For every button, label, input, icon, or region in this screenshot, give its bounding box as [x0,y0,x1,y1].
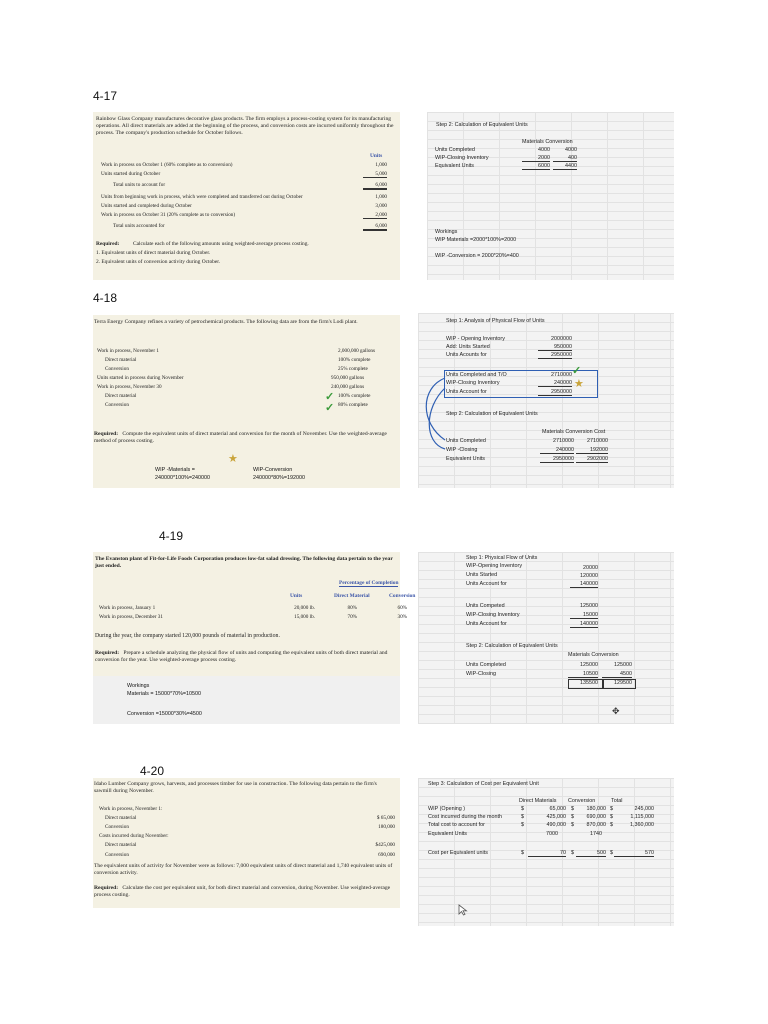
row-conv: 30% [397,614,407,620]
row-label: Equivalent Units [428,831,467,837]
row-value: 140000 [570,581,598,588]
total-value: 1,115,000 [630,814,654,820]
problem-4-17-spreadsheet [427,112,674,280]
note-conversion-label: WIP-Conversion [253,467,293,473]
step-title: Step 2: Calculation of Equivalent Units [466,643,558,649]
row-label: Add: Units Started [446,344,490,350]
materials-value: 4000 [538,147,550,153]
requirement-1: 1. Equivalent units of direct material during October. [96,250,211,256]
row-label: Units Completed and T/O [446,372,507,378]
conversion-value: 4400 [553,163,577,170]
dm-value: 7000 [546,831,558,837]
row-label: Work in process on October 31 (20% complete as to conversion) [101,212,236,218]
row-label: Units Started [466,572,498,578]
problem-4-20-spreadsheet [418,778,674,926]
column-header: Materials Conversion Cost [542,429,606,435]
row-value: 80% complete [338,402,368,408]
dm-value: 490,000 [546,822,566,828]
conv-value: 1740 [590,831,602,837]
row-value: 20000 [583,565,598,571]
required-label: Required: [94,885,119,891]
step-title: Step 2: Calculation of Equivalent Units [436,122,528,128]
problem-4-17-heading: 4-17 [93,89,118,103]
problem-4-18-notes [93,453,400,488]
cost-per-unit-dm: 70 [528,850,566,857]
row-value: 100% complete [338,393,371,399]
row-label: Total cost to account for [428,822,485,828]
checkmark-icon: ✓ [325,391,335,403]
row-value: 1,000 [375,162,387,168]
problem-text: The Evanston plant of Fit-for-Life Foods Corporation produces low-fat salad dressing. The following data pertain to the year just ended. [95,556,393,570]
row-label: Units Completed [446,438,486,444]
row-label: Units Competed [466,603,505,609]
materials-value: 2710000 [553,438,574,444]
during-text: During the year, the company started 120,000 pounds of material in production. [95,633,280,639]
row-label: Work in process, November 1 [97,348,159,354]
step-title: Step 2: Calculation of Equivalent Units [446,411,538,417]
dollar-sign: $ [571,806,574,812]
problem-4-19-spreadsheet [418,552,674,724]
row-value: 120000 [580,573,598,579]
row-label: Conversion [105,852,129,858]
row-label: Units from beginning work in process, which were completed and transferred out during October [101,194,303,200]
dollar-sign: $ [610,850,613,856]
conversion-value: 2710000 [587,438,608,444]
conversion-value: 4000 [565,147,577,153]
requirement-2: 2. Equivalent units of conversion activity during October. [96,259,221,265]
workings-label: Workings [435,229,458,235]
row-value: 2,000,000 gallons [338,348,376,354]
conversion-header: Conversion [568,798,596,804]
row-value: 6,000 [363,182,387,190]
checkmark-icon: ✓ [325,402,335,414]
row-value: 125000 [580,603,598,609]
row-value: 240000 [538,380,572,387]
row-label: WIP (Opening ) [428,806,466,812]
required-label: Required: [96,241,120,247]
total-value: 1,360,000 [630,822,654,828]
row-label: Work in process, November 30 [97,384,162,390]
mouse-pointer-icon [458,904,468,916]
row-label: Conversion [105,824,129,830]
problem-4-19-heading: 4-19 [159,529,184,543]
required-paragraph [95,650,395,664]
row-label: Units Completed [435,147,475,153]
row-dm: 80% [347,605,357,611]
note-materials-label: WIP -Materials = [155,467,195,473]
column-header: Materials Conversion [522,139,573,145]
column-header: Materials Conversion [568,652,619,658]
row-label: Direct material [105,357,137,363]
units-header: Units [290,593,303,599]
row-label: Work in process on October 1 (60% complete as to conversion) [101,162,233,168]
working-line: WIP Materials =2000*100%=2000 [435,237,517,243]
conversion-value: 192000 [576,447,608,454]
row-label: Direct material [105,393,137,399]
required-label: Required: [94,431,119,437]
problem-4-19-workings [93,676,400,724]
conversion-header: Conversion [389,593,416,599]
working-line: Materials = 15000*70%=10500 [127,691,202,697]
problem-text: Idaho Lumber Company grows, harvests, and processes timber for use in construction. The following data pertain to the firm's sawmill during November. [94,781,377,795]
row-value: 6,000 [363,223,387,231]
required-text: Prepare a schedule analyzing the physical flow of units and computing the equivalent units of both direct material and conversion for the year. Use weighted-average process costing. [95,650,388,664]
row-label: Work in process, November 1: [99,806,163,812]
row-label: Units started and completed during October [101,203,192,209]
row-label: Cost incurred during the month [428,814,503,820]
row-value: 3,000 [375,203,387,209]
row-value: 140000 [570,621,598,628]
row-units: 15,000 lb. [294,614,315,620]
row-value: 240,000 gallons [331,384,365,390]
problem-4-20-textbook-panel [93,778,400,908]
row-dm: 70% [347,614,357,620]
row-value: 2950000 [538,352,572,359]
row-label: WIP-Closing Inventory [466,612,520,618]
working-line: Conversion =15000*30%=4500 [127,711,202,717]
row-label: WIP-Closing [466,671,496,677]
problem-4-18-heading: 4-18 [93,291,118,305]
conv-value: 690,000 [586,814,606,820]
row-label: Equivalent Units [435,163,474,169]
note-materials-calc: 240000*100%=240000 [155,475,211,481]
dollar-sign: $ [610,822,613,828]
conversion-value: 4500 [602,671,632,678]
row-label: Direct material [105,815,137,821]
problem-text: Terra Energy Company refines a variety of petrochemical products. The following data are from the firm's Lodi plant. [94,319,358,325]
row-label: Units started in process during November [97,375,184,381]
materials-value: 10500 [568,671,598,678]
dollar-sign: $ [610,806,613,812]
star-icon: ★ [228,453,238,465]
equivalent-units-text: The equivalent units of activity for November were as follows: 7,000 equivalent units of direct material and 1,740 equivalent units of conversion activity. [94,863,393,877]
materials-value: 6000 [522,163,550,170]
row-label: WIP - Opening Inventory [446,336,505,342]
conv-value: 870,000 [586,822,606,828]
row-value: 2950000 [538,389,572,396]
move-cursor-icon: ✥ [612,706,620,716]
dollar-sign: $ [521,822,524,828]
required-text: Compute the equivalent units of direct material and conversion for the month of November. Use the weighted-average method of process costing. [94,431,387,445]
total-header: Total [611,798,623,804]
dollar-sign: $ [571,850,574,856]
workings-label: Workings [127,683,150,689]
row-value: $425,000 [375,842,395,848]
row-value: 950,000 gallons [331,375,365,381]
row-label: WIP-Closing Inventory [446,380,500,386]
row-value: 5,000 [363,171,387,178]
materials-value: 2950000 [540,456,574,463]
row-label: WIP-Closing Inventory [435,155,489,161]
conv-value: 180,000 [586,806,606,812]
row-label: Units Account for [466,621,507,627]
dm-value: 425,000 [546,814,566,820]
row-conv: 60% [397,605,407,611]
checkmark-icon: ✓ [572,365,582,377]
row-units: 20,000 lb. [294,605,315,611]
direct-materials-header: Direct Materials [519,798,557,804]
row-value: 2710000 [551,372,572,378]
dollar-sign: $ [571,814,574,820]
row-label: Units started during October [101,171,161,177]
row-label: Total units to account for [113,182,166,188]
row-value: 180,000 [378,824,395,830]
row-value: 2000000 [551,336,572,342]
working-line: WIP -Conversion = 2000*20%=400 [435,253,519,259]
dollar-sign: $ [521,806,524,812]
conversion-value: 2902000 [576,456,608,463]
row-label: Direct material [105,842,137,848]
dollar-sign: $ [610,814,613,820]
row-label: WIP-Opening Inventory [466,563,523,569]
step-title: Step 1: Physical Flow of Units [466,555,538,561]
percentage-header: Percentage of Completion [339,580,399,586]
row-value: 690,000 [378,852,395,858]
required-label: Required: [95,650,120,656]
total-value: 245,000 [634,806,654,812]
step-title: Step 3: Calculation of Cost per Equivalent Unit [428,781,539,787]
cost-per-unit-conv: 500 [576,850,606,857]
conversion-value: 400 [553,155,577,162]
row-label: Units Account for [466,581,507,587]
row-label: Work in process, January 1 [99,605,156,611]
row-label: Costs incurred during November: [99,833,169,839]
row-label: WIP -Closing [446,447,478,453]
row-value: 25% complete [338,366,368,372]
dm-value: 65,000 [549,806,566,812]
required-text: Calculate the cost per equivalent unit, for both direct material and conversion, during November. Use weighted-average process costing. [94,885,391,899]
materials-total: 135500 [580,680,598,686]
direct-material-header: Direct Material [334,593,370,599]
dollar-sign: $ [571,822,574,828]
blank-area [93,908,400,926]
problem-4-17-textbook-panel [93,112,400,280]
row-value: 1,000 [375,194,387,200]
step-title: Step 1: Analysis of Physical Flow of Units [446,318,545,324]
row-label: Units Completed [466,662,506,668]
required-paragraph [94,885,394,899]
row-value: 2,000 [363,212,387,219]
conversion-total: 129500 [614,680,632,686]
bracket-arrows [418,368,458,463]
row-label: Conversion [105,402,129,408]
problem-4-20-heading: 4-20 [140,764,165,778]
row-value: 950000 [538,344,572,351]
problem-4-18-spreadsheet [418,313,674,488]
cost-per-unit-total: 570 [614,850,654,857]
units-header: Units [370,153,383,159]
required-text: Calculate each of the following amounts using weighted-average process costing. [133,241,309,247]
row-label: Units Account for [446,389,487,395]
materials-value: 125000 [580,662,598,668]
row-label: Units Acounts for [446,352,487,358]
required-paragraph [94,431,394,445]
cost-per-unit-label: Cost per Equivalent units [428,850,488,856]
dollar-sign: $ [521,814,524,820]
row-label: Work in process, December 31 [99,614,163,620]
materials-value: 240000 [540,447,574,454]
materials-value: 2000 [522,155,550,162]
dollar-sign: $ [521,850,524,856]
note-conversion-calc: 240000*80%=192000 [253,475,306,481]
row-value: 100% complete [338,357,371,363]
row-value: 15000 [570,612,598,619]
row-value: $ 65,000 [376,815,395,821]
row-label: Conversion [105,366,129,372]
star-icon: ★ [574,378,584,390]
problem-text: Rainbow Glass Company manufactures decorative glass products. The firm employs a process-costing system for its manufacturing operations. All direct materials are added at the beginning of the process, and conversion costs are incurred uniformly throughout the process. The company's production schedule for October follows. [96,116,394,137]
row-label: Equivalent Units [446,456,485,462]
row-label: Total units accounted for [113,223,165,229]
conversion-value: 125000 [614,662,632,668]
